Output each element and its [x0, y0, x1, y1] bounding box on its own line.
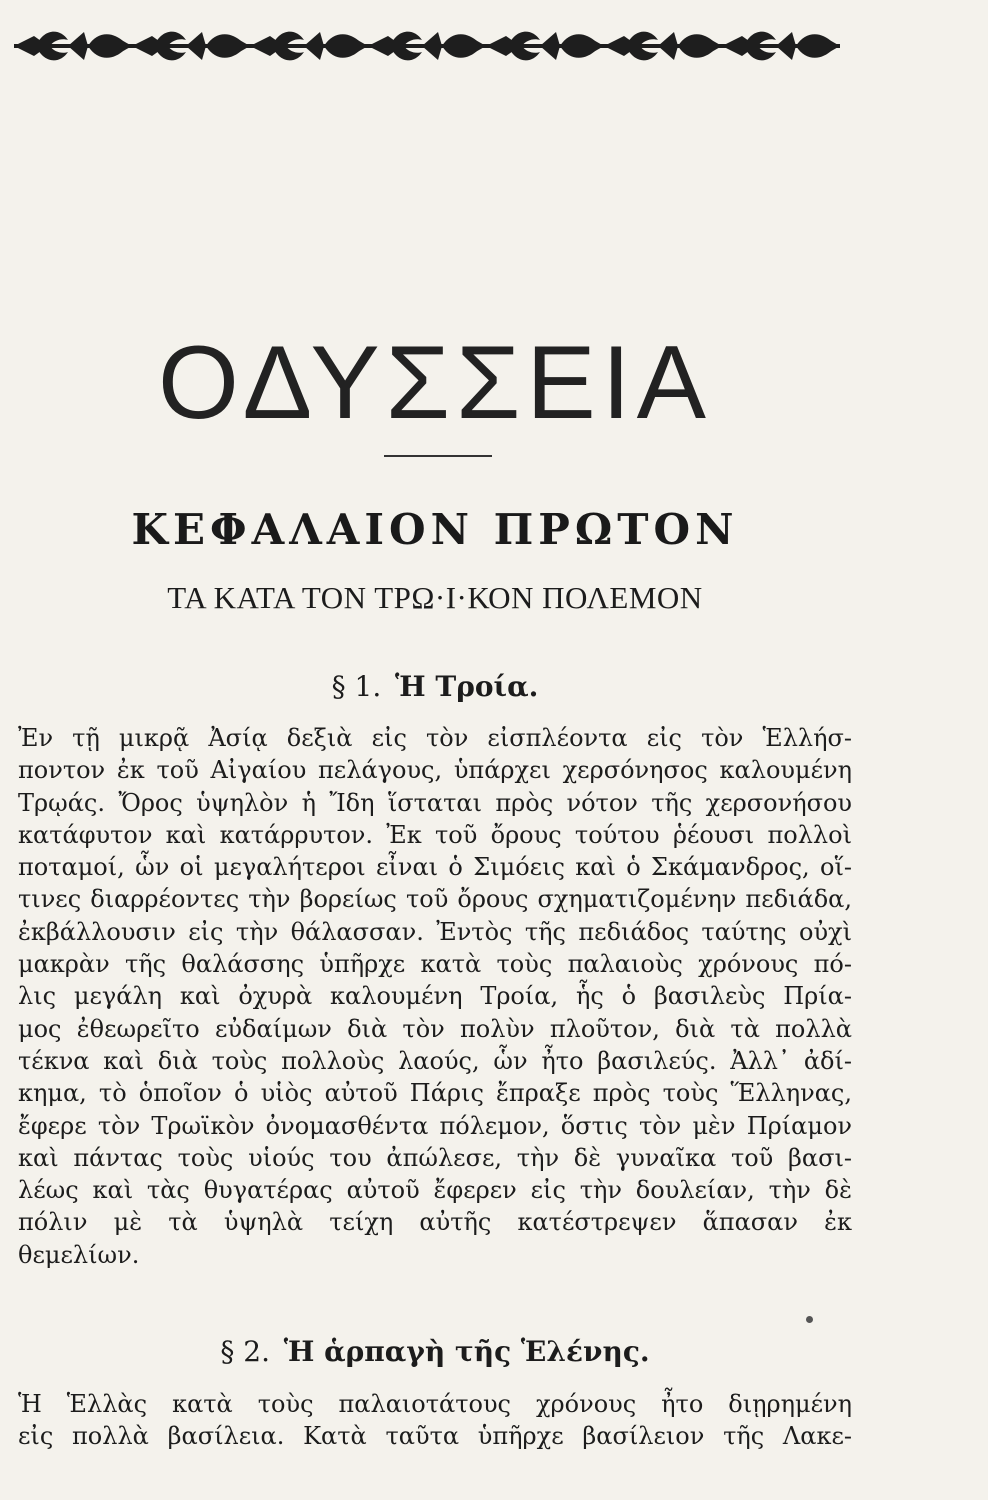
section-mark: § 1. [331, 670, 382, 703]
text-line: κατάφυτον καὶ κατάρρυτον. Ἐκ τοῦ ὄρους τούτου ῥέουσι πολλοὶ [18, 820, 852, 849]
section-title: Ἡ ἁρπαγὴ τῆς Ἑλένης. [283, 1335, 650, 1368]
text-line: κημα, τὸ ὁποῖον ὁ υἱὸς αὐτοῦ Πάρις ἔπραξε πρὸς τοὺς Ἕλληνας, [18, 1079, 852, 1108]
text-line: καὶ πάντας τοὺς υἱούς του ἀπώλεσε, τὴν δὲ γυναῖκα τοῦ βασι- [18, 1143, 852, 1172]
text-line: εἰς πολλὰ βασίλεια. Κατὰ ταῦτα ὑπῆρχε βασίλειον τῆς Λακε- [18, 1422, 852, 1451]
document-title: ΟΔΥΣΣΕΙΑ [157, 325, 713, 441]
text-line: Ἡ Ἑλλὰς κατὰ τοὺς παλαιοτάτους χρόνους ἦτο διῃρημένη [18, 1390, 852, 1418]
text-line: τέκνα καὶ διὰ τοὺς πολλοὺς λαούς, ὧν ἦτο βασιλεύς. Ἀλλ᾽ ἀδί- [18, 1046, 852, 1075]
text-line: ἐκβάλλουσιν εἰς τὴν θάλασσαν. Ἐντὸς τῆς πεδιάδος ταύτης οὐχὶ [18, 917, 852, 946]
ink-speck [806, 1316, 813, 1323]
text-line: Ἐν τῇ μικρᾷ Ἀσίᾳ δεξιὰ εἰς τὸν εἰσπλέοντα εἰς τὸν Ἑλλήσ- [18, 724, 852, 752]
text-line: θεμελίων. [18, 1240, 140, 1269]
section-heading-1 [0, 669, 870, 705]
text-line: μακρὰν τῆς θαλάσσης ὑπῆρχε κατὰ τοὺς παλαιοὺς χρόνους πό- [18, 950, 852, 979]
section-2-text [18, 1388, 852, 1453]
text-line: λις μεγάλη καὶ ὀχυρὰ καλουμένη Τροία, ἧς ὁ βασιλεὺς Πρία- [18, 982, 852, 1011]
text-line: τινες διαρρέοντες τὴν βορείως τοῦ ὄρους σχηματιζομένην πεδιάδα, [18, 885, 852, 914]
decorative-border-ornament [14, 22, 850, 70]
chapter-heading: ΚΕΦΑΛΑΙΟΝ ΠΡΩΤΟΝ [131, 505, 739, 554]
text-line: λέως καὶ τὰς θυγατέρας αὐτοῦ ἔφερεν εἰς τὴν δουλείαν, τὴν δὲ [18, 1176, 852, 1205]
section-title: Ἡ Τροία. [395, 670, 539, 703]
text-line: μος ἐθεωρεῖτο εὐδαίμων διὰ τὸν πολὺν πλοῦτον, διὰ τὰ πολλὰ [18, 1014, 852, 1043]
chapter-subtitle: ΤΑ ΚΑΤΑ ΤΟΝ ΤΡΩ·Ι·ΚΟΝ ΠΟΛΕΜΟΝ [167, 580, 703, 615]
section-1-text [18, 722, 852, 1271]
text-line: πόλιν μὲ τὰ ὑψηλὰ τείχη αὐτῆς κατέστρεψεν ἅπασαν ἐκ [18, 1208, 852, 1237]
section-heading-2 [0, 1334, 870, 1370]
section-mark: § 2. [220, 1335, 270, 1368]
title-divider [384, 455, 492, 457]
text-line: ποντον ἐκ τοῦ Αἰγαίου πελάγους, ὑπάρχει χερσόνησος καλουμένη [18, 756, 852, 785]
text-line: ἔφερε τὸν Τρωϊκὸν ὀνομασθέντα πόλεμον, ὅστις τὸν μὲν Πρίαμον [18, 1111, 852, 1140]
text-line: Τρῳάς. Ὄρος ὑψηλὸν ἡ Ἴδη ἵσταται πρὸς νότον τῆς χερσονήσου [18, 788, 852, 817]
text-line: ποταμοί, ὧν οἱ μεγαλήτεροι εἶναι ὁ Σιμόεις καὶ ὁ Σκάμανδρος, οἵ- [18, 853, 852, 882]
